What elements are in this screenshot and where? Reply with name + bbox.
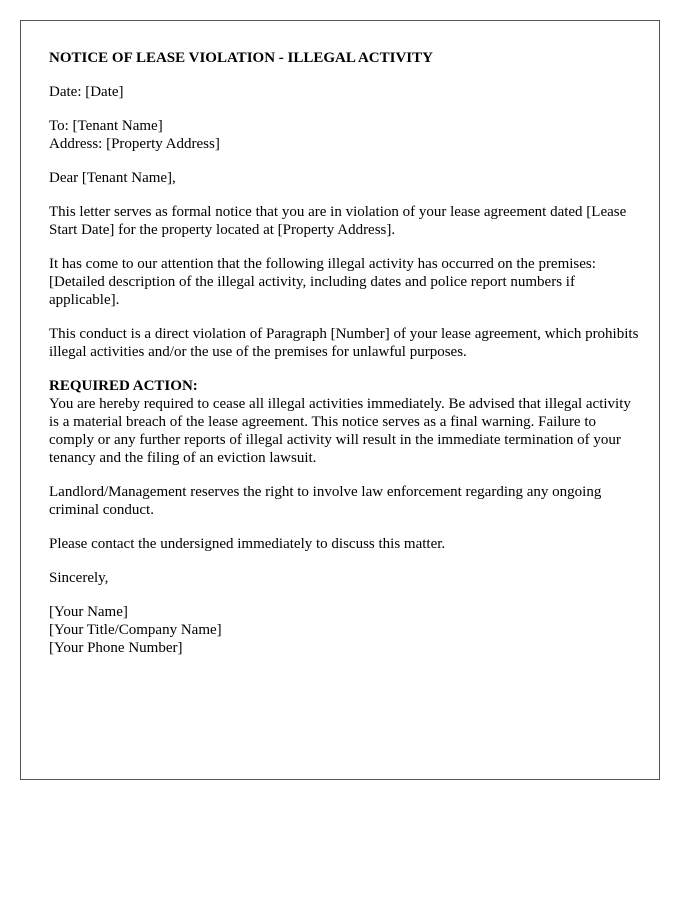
required-action-heading: REQUIRED ACTION: xyxy=(49,378,198,394)
signature-phone: [Your Phone Number] xyxy=(49,640,183,656)
required-action-text: You are hereby required to cease all illegal activities immediately. Be advised that illegal activity is a material breach of the lease agreement. This notice serves as a final warning. Failure to comply or any further reports of illegal activity will result in the immediate termination of your tenancy and the filing of an eviction lawsuit. xyxy=(49,396,631,466)
recipient-block xyxy=(49,117,639,153)
paragraph-activity: It has come to our attention that the following illegal activity has occurred on the premises: [Detailed description of the illegal activity, including dates and police report numbers if applicable]. xyxy=(49,256,596,308)
required-action-section xyxy=(49,377,639,467)
letter-page xyxy=(20,20,660,780)
closing: Sincerely, xyxy=(49,570,109,586)
paragraph-violation: This conduct is a direct violation of Paragraph [Number] of your lease agreement, which prohibits illegal activities and/or the use of the premises for unlawful purposes. xyxy=(49,326,639,360)
paragraph-law-enforcement: Landlord/Management reserves the right to involve law enforcement regarding any ongoing criminal conduct. xyxy=(49,484,602,518)
recipient-address: Address: [Property Address] xyxy=(49,136,220,152)
letter-title: NOTICE OF LEASE VIOLATION - ILLEGAL ACTIVITY xyxy=(49,50,433,66)
date-line: Date: [Date] xyxy=(49,84,124,100)
letter-body xyxy=(49,49,639,673)
signature-block xyxy=(49,603,639,657)
recipient-name: To: [Tenant Name] xyxy=(49,118,163,134)
signature-title: [Your Title/Company Name] xyxy=(49,622,222,638)
paragraph-contact: Please contact the undersigned immediately to discuss this matter. xyxy=(49,536,446,552)
paragraph-notice: This letter serves as formal notice that you are in violation of your lease agreement dated [Lease Start Date] for the property located at [Property Address]. xyxy=(49,204,627,238)
salutation: Dear [Tenant Name], xyxy=(49,170,176,186)
signature-name: [Your Name] xyxy=(49,604,128,620)
